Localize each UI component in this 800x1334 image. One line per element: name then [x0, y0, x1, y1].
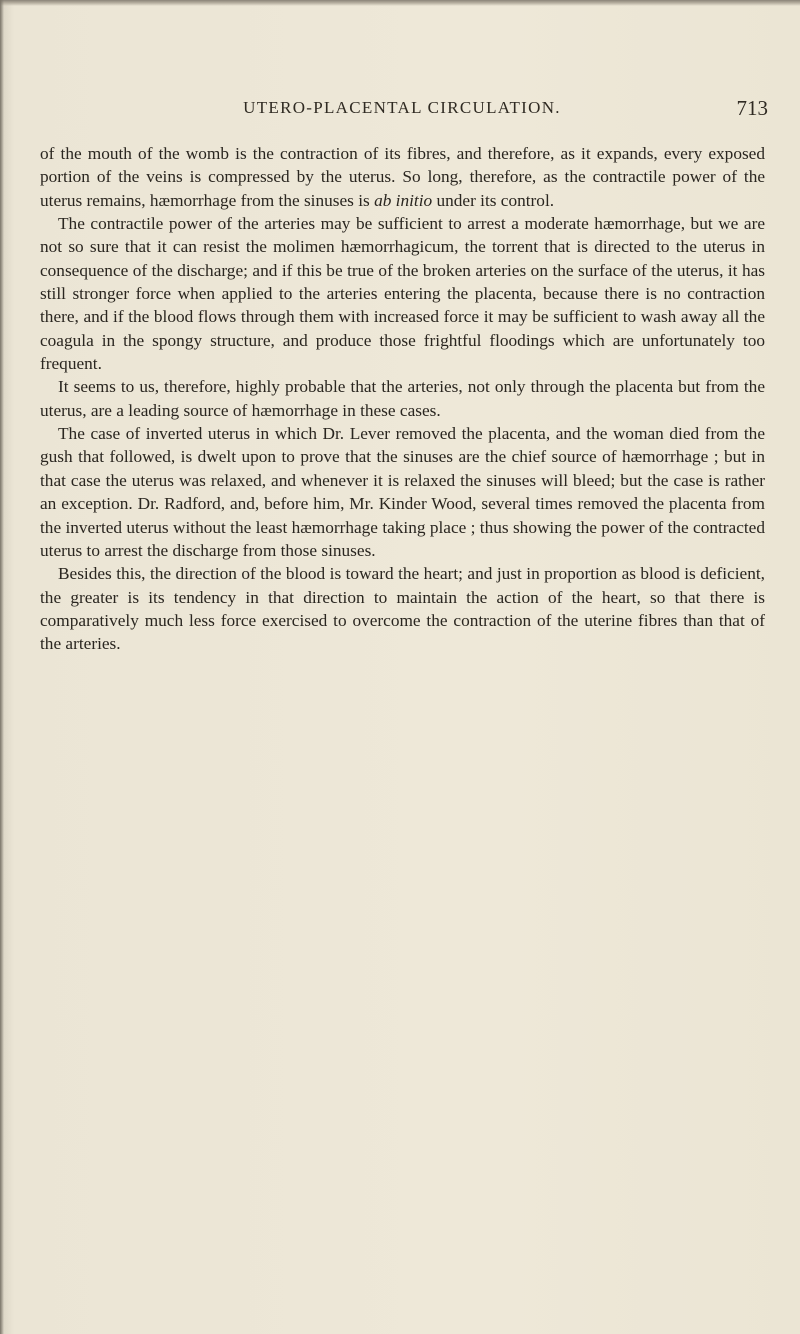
body-text [40, 142, 765, 656]
page-top-edge [0, 0, 800, 6]
paragraph-1 [40, 142, 765, 212]
paragraph-1-text-a: of the mouth of the womb is the contraction of its fibres, and therefore, as it expands, every exposed portion of the veins is compressed by the uterus. So long, therefore, as the contractile power of the uterus remains, hæmorrhage from the sinuses is [40, 144, 765, 210]
page-number: 713 [736, 96, 768, 120]
paragraph-4: The case of inverted uterus in which Dr. Lever removed the placenta, and the woman died from the gush that followed, is dwelt upon to prove that the sinuses are the chief source of hæmorrhage ; but in that case the uterus was relaxed, and whenever it is relaxed the sinuses will bleed; but the case is rather an exception. Dr. Radford, and, before him, Mr. Kinder Wood, several times removed the placenta from the inverted uterus without the least hæmorrhage taking place ; thus showing the power of the contracted uterus to arrest the discharge from those sinuses. [40, 424, 765, 560]
paragraph-2: The contractile power of the arteries may be sufficient to arrest a moderate hæmorrhage, but we are not so sure that it can resist the molimen hæmorrhagicum, the torrent that is directed to the uterus in consequence of the discharge; and if this be true of the broken arteries on the surface of the uterus, it has still stronger force when applied to the arteries entering the placenta, because there is no contraction there, and if the blood flows through them with increased force it may be sufficient to wash away all the coagula in the spongy structure, and produce those frightful floodings which are unfortunately too frequent. [40, 214, 765, 374]
page-binding-edge [0, 0, 4, 1334]
paragraph-1-italic: ab initio [374, 190, 433, 210]
paragraph-5: Besides this, the direction of the blood is toward the heart; and just in proportion as blood is deficient, the greater is its tendency in that direction to maintain the action of the heart, so that there is comparatively much less force exercised to overcome the contraction of the uterine fibres than that of the arteries. [40, 564, 765, 654]
paragraph-1-text-b: under its control. [436, 190, 555, 210]
running-header [36, 98, 768, 128]
running-title: UTERO-PLACENTAL CIRCULATION. [243, 98, 561, 117]
paragraph-3: It seems to us, therefore, highly probable that the arteries, not only through the placenta but from the uterus, are a leading source of hæmorrhage in these cases. [40, 377, 765, 420]
